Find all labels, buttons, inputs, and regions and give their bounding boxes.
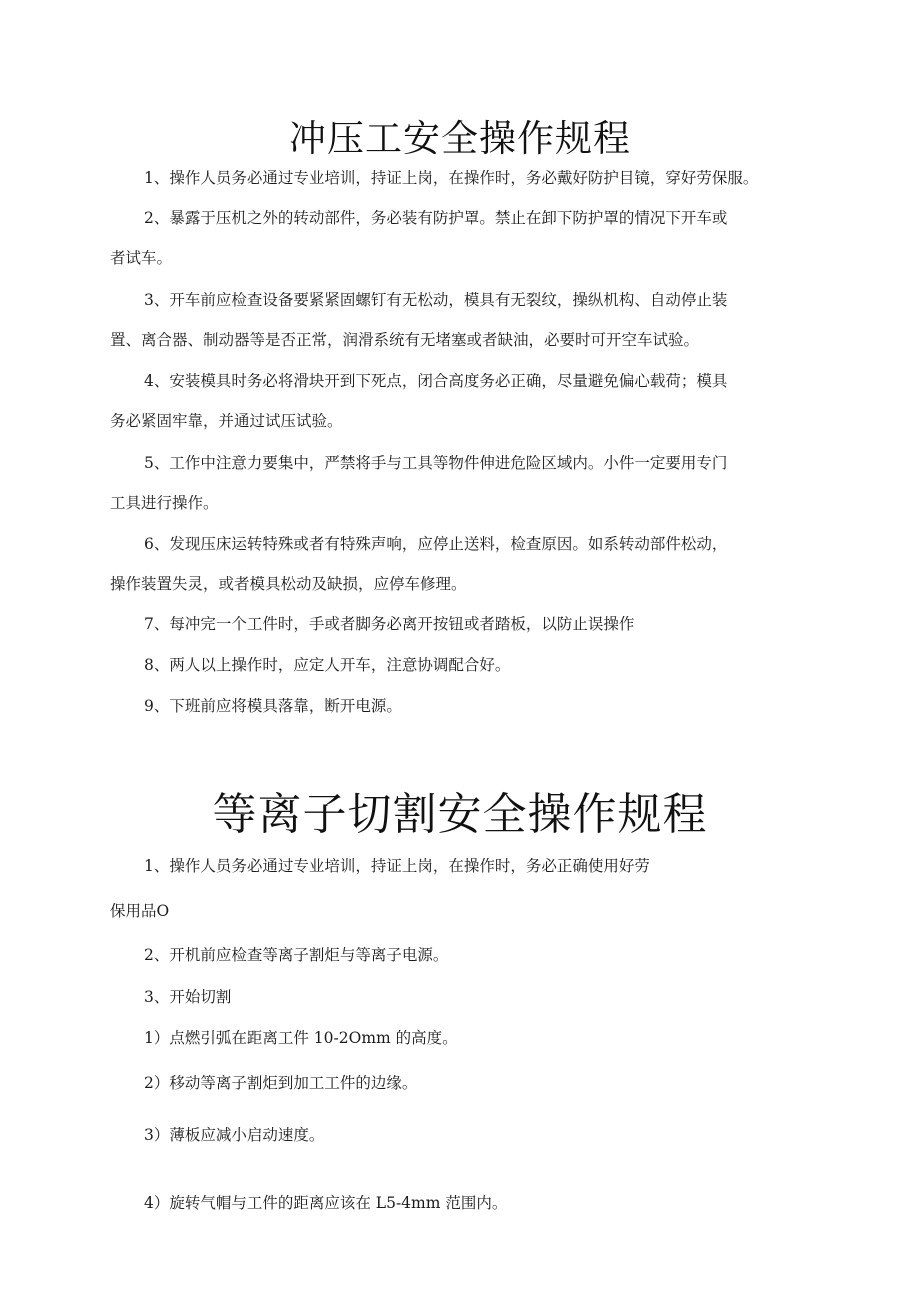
s2-sub-item-4: 4）旋转气帽与工件的距离应该在 L5-4mm 范围内。 — [144, 1194, 508, 1212]
s2-sub-item-2: 2）移动等离子割炬到加工工件的边缘。 — [144, 1074, 418, 1092]
s1-item-6-cont: 操作装置失灵，或者模具松动及缺损，应停车修理。 — [110, 575, 467, 593]
s1-item-1: 1、操作人员务必通过专业培训，持证上岗，在操作时，务必戴好防护目镜，穿好劳保服。 — [144, 169, 759, 187]
s2-item-1-cont: 保用品O — [110, 902, 170, 920]
s1-item-3-cont: 置、离合器、制动器等是否正常，润滑系统有无堵塞或者缺油，必要时可开空车试验。 — [110, 331, 700, 349]
title-stamping-safety: 冲压工安全操作规程 — [289, 117, 631, 160]
title-plasma-cutting-safety: 等离子切割安全操作规程 — [212, 789, 708, 840]
s2-sub-item-3: 3）薄板应减小启动速度。 — [144, 1126, 325, 1144]
s1-item-9: 9、下班前应将模具落靠，断开电源。 — [144, 697, 402, 715]
s2-sub-item-1: 1）点燃引弧在距离工件 10-2Omm 的高度。 — [144, 1029, 458, 1047]
s2-item-1: 1、操作人员务必通过专业培训，持证上岗，在操作时，务必正确使用好劳 — [144, 857, 650, 875]
s1-item-8: 8、两人以上操作时，应定人开车，注意协调配合好。 — [144, 656, 511, 674]
s1-item-2: 2、暴露于压机之外的转动部件，务必装有防护罩。禁止在卸下防护罩的情况下开车或 — [144, 209, 728, 227]
s2-item-2: 2、开机前应检查等离子割炬与等离子电源。 — [144, 946, 449, 964]
s1-item-2-cont: 者试车。 — [110, 249, 173, 267]
s1-item-4: 4、安装模具时务必将滑块开到下死点，闭合高度务必正确，尽量避免偏心载荷；模具 — [144, 372, 728, 390]
s1-item-3: 3、开车前应检查设备要紧紧固螺钉有无松动，模具有无裂纹，操纵机构、自动停止装 — [144, 291, 728, 309]
s1-item-7: 7、每冲完一个工件时，手或者脚务必离开按钮或者踏板，以防止误操作 — [144, 615, 635, 633]
s1-item-5-cont: 工具进行操作。 — [110, 494, 219, 512]
s1-item-4-cont: 务必紧固牢靠，并通过试压试验。 — [110, 412, 343, 430]
s2-item-3: 3、开始切割 — [144, 988, 232, 1006]
s1-item-5: 5、工作中注意力要集中，严禁将手与工具等物件伸进危险区域内。小件一定要用专门 — [144, 454, 728, 472]
s1-item-6: 6、发现压床运转特殊或者有特殊声响，应停止送料，检查原因。如系转动部件松动， — [144, 535, 728, 553]
